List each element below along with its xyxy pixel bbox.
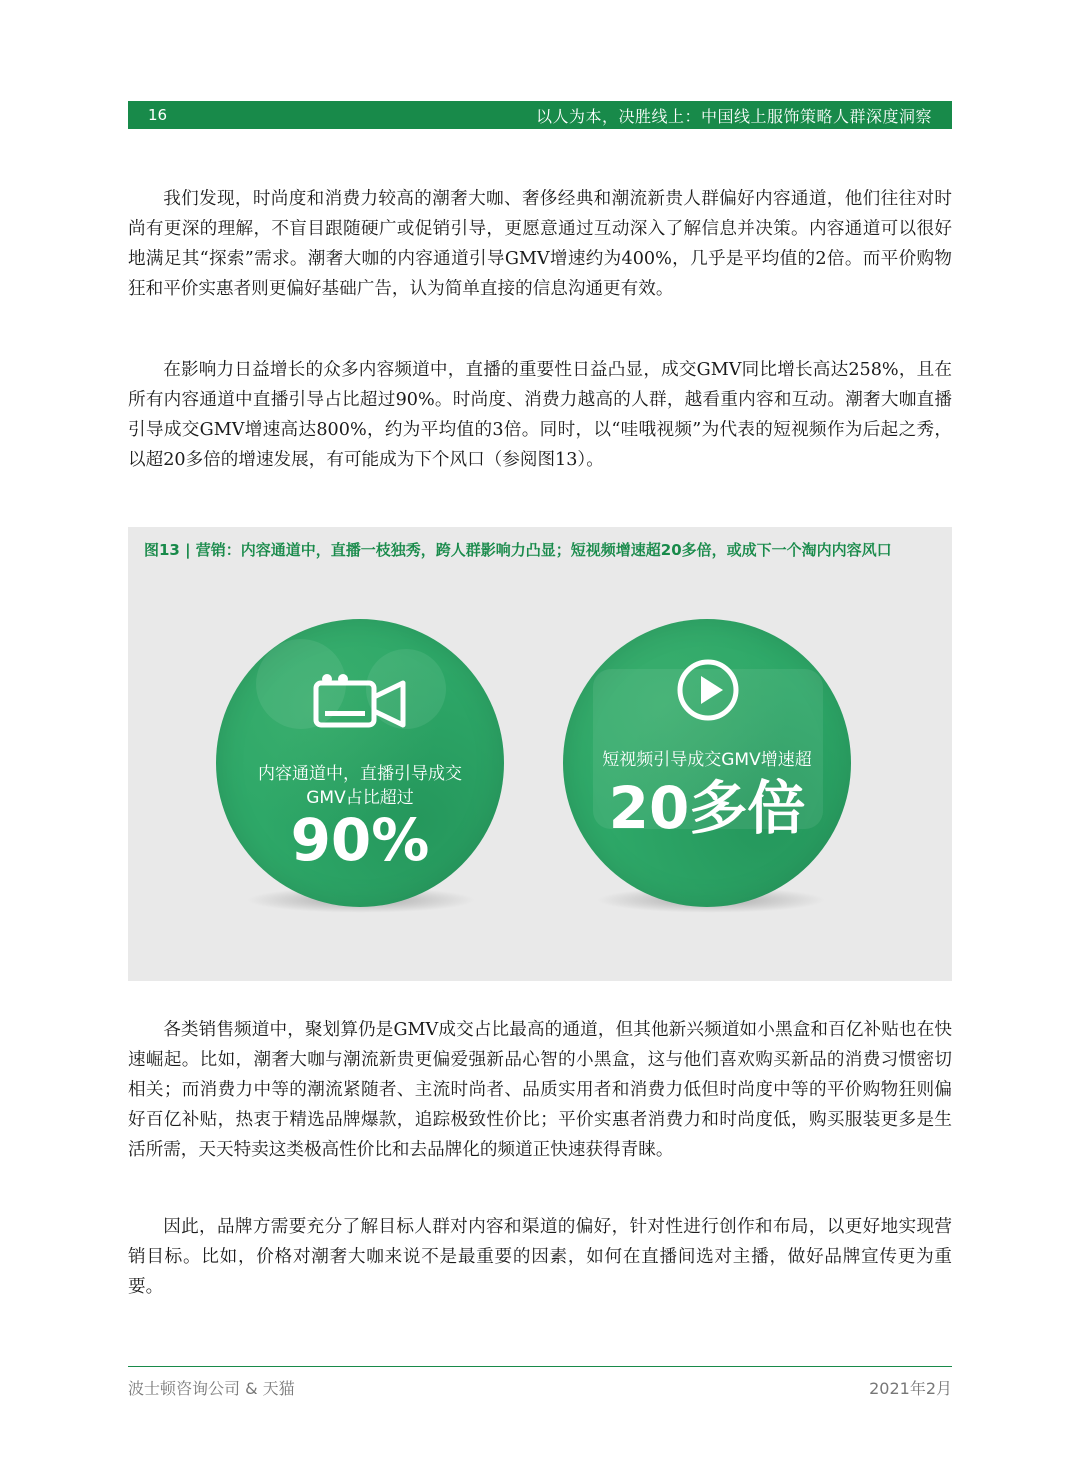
page-number: 16: [148, 106, 168, 124]
paragraph-1: 我们发现，时尚度和消费力较高的潮奢大咖、奢侈经典和潮流新贵人群偏好内容通道，他们往往对时尚有更深的理解，不盲目跟随硬广或促销引导，更愿意通过互动深入了解信息并决策。内容通道可以很好地满足其“探索”需求。潮奢大咖的内容通道引导GMV增速约为400%，几乎是平均值的2倍。而平价购物狂和平价实惠者则更偏好基础广告，认为简单直接的信息沟通更有效。: [128, 189, 952, 299]
paragraph-4: 因此，品牌方需要充分了解目标人群对内容和渠道的偏好，针对性进行创作和布局，以更好地实现营销目标。比如，价格对潮奢大咖来说不是最重要的因素，如何在直播间选对主播，做好品牌宣传更为重要。: [128, 1217, 952, 1297]
short-video-line1: 短视频引导成交GMV增速超: [602, 750, 812, 770]
paragraph-3: 各类销售频道中，聚划算仍是GMV成交占比最高的通道，但其他新兴频道如小黑盒和百亿补贴也在快速崛起。比如，潮奢大咖与潮流新贵更偏爱强新品心智的小黑盒，这与他们喜欢购买新品的消费习惯密切相关；而消费力中等的潮流紧随者、主流时尚者、品质实用者和消费力低但时尚度中等的平价购物狂则偏好百亿补贴，热衷于精选品牌爆款，追踪极致性价比；平价实惠者消费力和时尚度低，购买服装更多是生活所需，天天特卖这类极高性价比和去品牌化的频道正快速获得青睐。: [128, 1020, 952, 1160]
play-button-icon: [677, 659, 739, 721]
document-title: 以人为本，决胜线上：中国线上服饰策略人群深度洞察: [535, 106, 932, 126]
live-stream-percent: 90%: [290, 806, 430, 874]
live-stream-line2: GMV占比超过: [306, 788, 414, 808]
live-stream-circle: [216, 619, 504, 907]
footer-divider: [128, 1366, 952, 1367]
live-stream-line1: 内容通道中，直播引导成交: [258, 764, 462, 784]
short-video-multiple: 20多倍: [608, 774, 806, 842]
paragraph-2: 在影响力日益增长的众多内容频道中，直播的重要性日益凸显，成交GMV同比增长高达258%，且在所有内容通道中直播引导占比超过90%。时尚度、消费力越高的人群，越看重内容和互动。潮奢大咖直播引导成交GMV增速高达800%，约为平均值的3倍。同时，以“哇哦视频”为代表的短视频作为后起之秀，以超20多倍的增速发展，有可能成为下个风口（参阅图13）。: [128, 360, 952, 470]
figure-13: [128, 527, 952, 981]
short-video-circle: [563, 619, 851, 907]
header-bar: [128, 101, 952, 129]
video-camera-icon: [313, 671, 407, 729]
figure-caption: 图13 | 营销：内容通道中，直播一枝独秀，跨人群影响力凸显；短视频增速超20多倍，或成下一个淘内内容风口: [144, 541, 892, 559]
footer-date: 2021年2月: [869, 1379, 952, 1398]
footer-publisher: 波士顿咨询公司 & 天猫: [128, 1379, 295, 1398]
